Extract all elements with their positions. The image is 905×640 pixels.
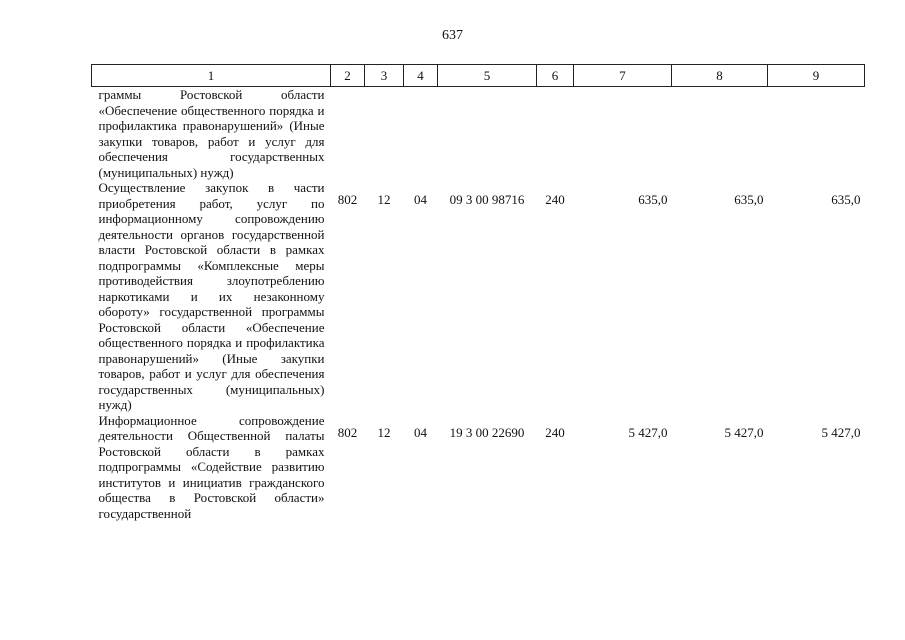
cell-amount-year1: 635,0 [638, 192, 668, 207]
column-header: 6 [537, 65, 574, 87]
cell-amount-year2 [672, 87, 768, 181]
column-header: 4 [404, 65, 438, 87]
cell-expense-type: 240 [545, 424, 565, 440]
cell-amount-year3: 5 427,0 [821, 424, 861, 440]
cell-amount-year3: 635,0 [831, 192, 861, 207]
cell-amount-year3 [768, 87, 865, 181]
cell-amount-year1 [574, 87, 672, 181]
column-header: 8 [672, 65, 768, 87]
table-row [92, 413, 865, 522]
column-header: 5 [438, 65, 537, 87]
column-header: 2 [331, 65, 365, 87]
cell-amount-year2: 635,0 [734, 192, 764, 207]
cell-ministry-code [331, 87, 365, 181]
column-header: 1 [92, 65, 331, 87]
cell-expense-type: 240 [545, 192, 565, 207]
column-number-row [92, 65, 865, 87]
column-header: 9 [768, 65, 865, 87]
row-description: Информационное сопровождение деятельности Общественной палаты Ростовской области в рамках подпрограммы «Содействие развитию институтов и инициатив гражданского общества в Ростовской области» государственной [98, 412, 325, 521]
cell-target-article: 09 3 00 98716 [449, 192, 525, 207]
cell-target-article [438, 87, 537, 181]
cell-target-article: 19 3 00 22690 [449, 424, 525, 440]
cell-subsection [404, 87, 438, 181]
row-description: Осуществление закупок в части приобретения работ, услуг по информационному сопровождению деятельности органов государственной власти Ростовской области в рамках подпрограммы «Комплексные меры противодействия злоупотреблению наркотиками и их незаконному обороту» государственной программы Ростовской области «Обеспечение общественного порядка и профилактика правонарушений» (Иные закупки товаров, работ и услуг для обеспечения государственных (муниципальных) нужд) [98, 180, 325, 412]
cell-ministry-code: 802 [337, 424, 358, 440]
page-number: 637 [442, 28, 463, 43]
cell-amount-year2: 5 427,0 [724, 424, 764, 440]
column-header: 3 [365, 65, 404, 87]
cell-subsection: 04 [414, 424, 427, 440]
column-header: 7 [574, 65, 672, 87]
cell-amount-year1: 5 427,0 [628, 424, 668, 440]
cell-section: 12 [377, 192, 391, 207]
cell-subsection: 04 [414, 192, 427, 207]
row-description: граммы Ростовской области «Обеспечение общественного порядка и профилактика правонарушений» (Иные закупки товаров, работ и услуг для обеспечения государственных (муниципальных) нужд) [98, 87, 325, 180]
cell-ministry-code: 802 [337, 192, 358, 207]
table-row [92, 180, 865, 413]
cell-expense-type [537, 87, 574, 181]
cell-section [365, 87, 404, 181]
table-row [92, 87, 865, 181]
cell-section: 12 [377, 424, 391, 440]
budget-table [91, 64, 865, 521]
